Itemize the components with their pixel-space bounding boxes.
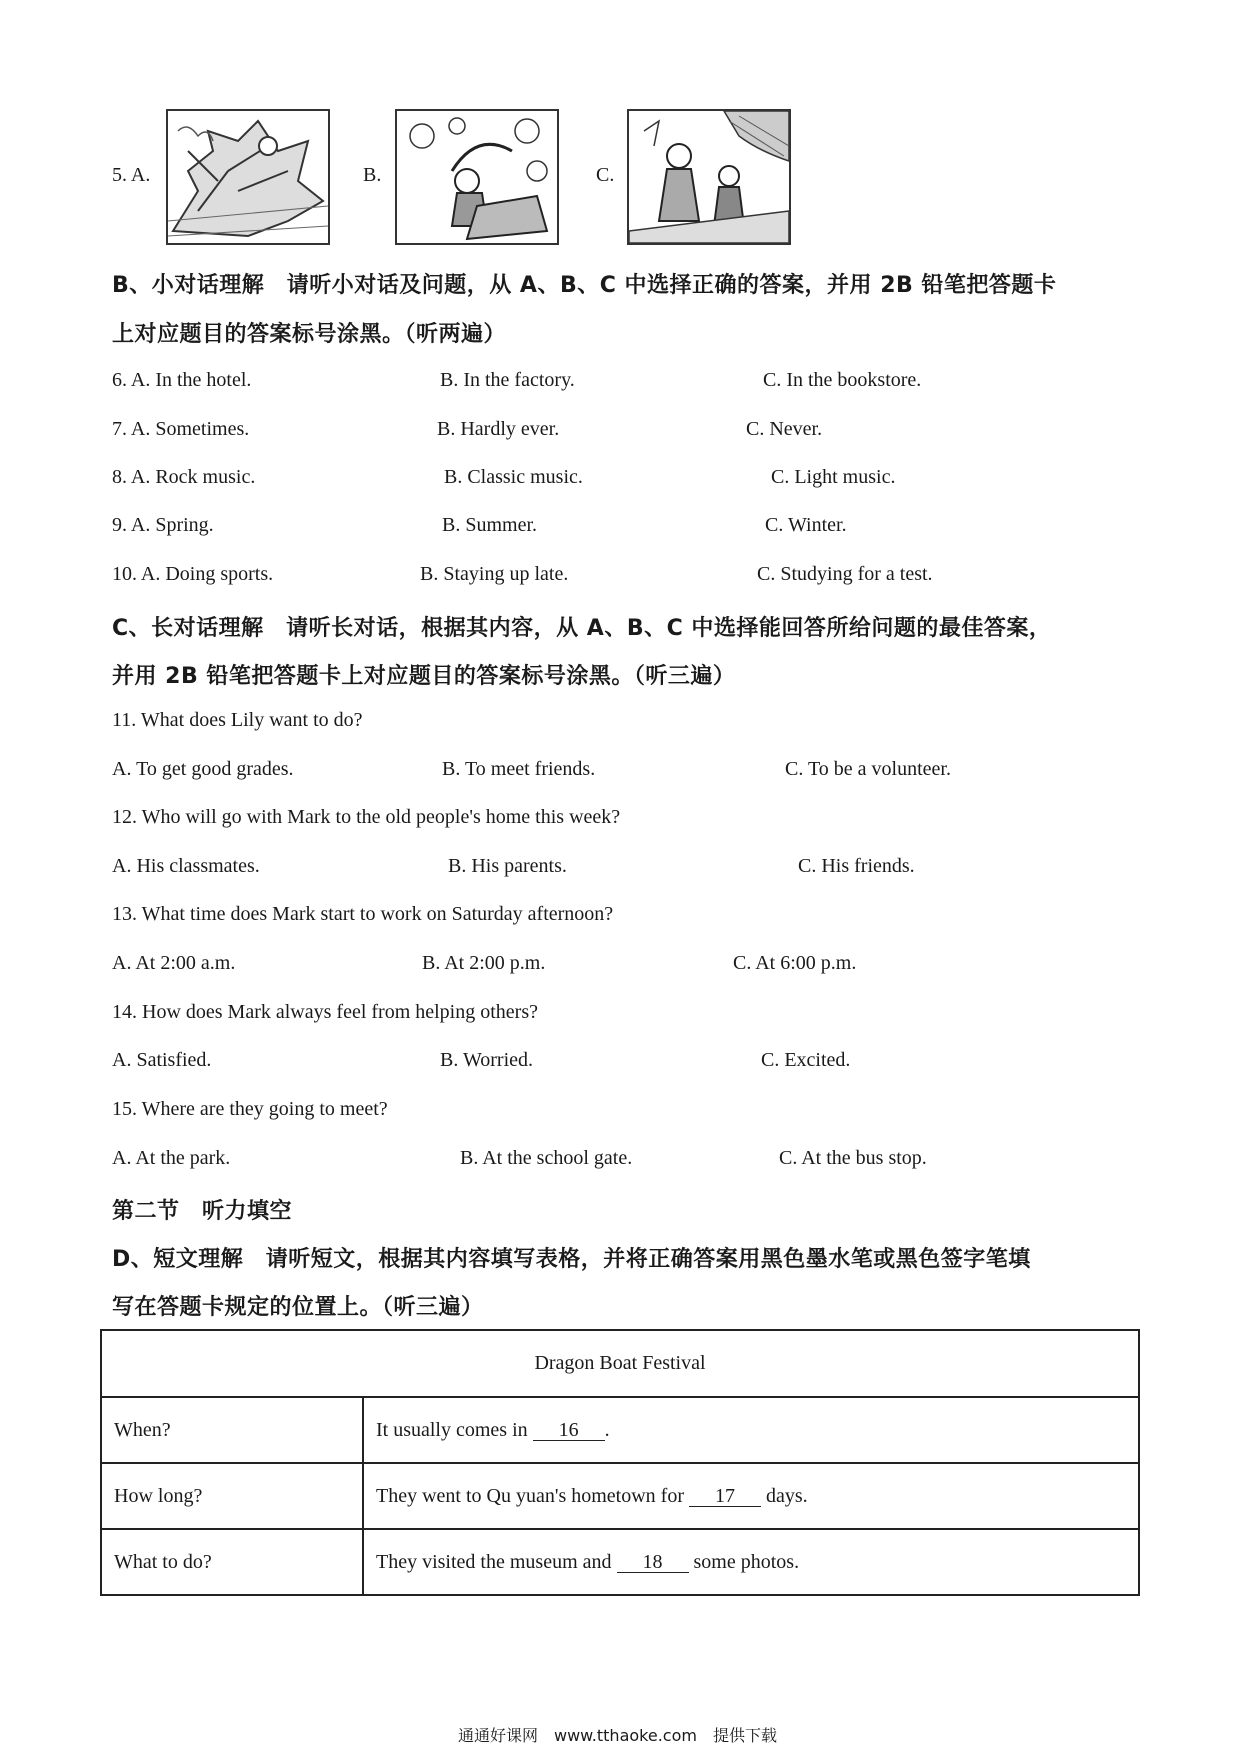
q7-option-b: B. Hardly ever.	[437, 418, 560, 440]
table-row-content	[363, 1529, 1139, 1595]
q14-question: 14. How does Mark always feel from helping others?	[112, 1001, 538, 1023]
table-row-content	[363, 1463, 1139, 1529]
row-text-before: They went to Qu yuan's hometown for	[376, 1484, 684, 1507]
q15-option-b: B. At the school gate.	[460, 1147, 633, 1169]
row-text-after: days.	[766, 1484, 808, 1507]
q11-option-a: A. To get good grades.	[112, 758, 294, 780]
q7-option-c: C. Never.	[746, 418, 823, 440]
q10-option-b: B. Staying up late.	[420, 563, 569, 585]
blank-18[interactable]: 18	[617, 1552, 689, 1573]
q5-illustration-b-icon	[397, 111, 557, 243]
q14-option-a: A. Satisfied.	[112, 1049, 212, 1071]
q8-option-b: B. Classic music.	[444, 466, 583, 488]
table-row-content	[363, 1397, 1139, 1463]
section-d-instructions-line1: D、短文理解 请听短文，根据其内容填写表格，并将正确答案用黑色墨水笔或黑色签字笔填	[112, 1247, 1031, 1272]
q8-option-c: C. Light music.	[771, 466, 896, 488]
q11-option-b: B. To meet friends.	[442, 758, 596, 780]
q9-option-c: C. Winter.	[765, 514, 847, 536]
q6-option-b: B. In the factory.	[440, 369, 575, 391]
q10-option-c: C. Studying for a test.	[757, 563, 933, 585]
q5-option-a-label: 5. A.	[112, 164, 151, 186]
q13-option-b: B. At 2:00 p.m.	[422, 952, 546, 974]
q14-option-c: C. Excited.	[761, 1049, 851, 1071]
q5-illustration-c-icon	[629, 111, 789, 243]
blank-16[interactable]: 16	[533, 1420, 605, 1441]
row-text-after: some photos.	[693, 1550, 800, 1573]
section-c-instructions-line2: 并用 2B 铅笔把答题卡上对应题目的答案标号涂黑。（听三遍）	[112, 664, 736, 689]
table-title: Dragon Boat Festival	[101, 1330, 1139, 1397]
q5-image-a	[166, 109, 330, 245]
section-d-instructions-line2: 写在答题卡规定的位置上。（听三遍）	[112, 1295, 484, 1320]
q13-question: 13. What time does Mark start to work on Saturday afternoon?	[112, 903, 614, 925]
blank-17[interactable]: 17	[689, 1486, 761, 1507]
q9-option-b: B. Summer.	[442, 514, 538, 536]
section-b-instructions-line2: 上对应题目的答案标号涂黑。（听两遍）	[112, 322, 507, 347]
q11-option-c: C. To be a volunteer.	[785, 758, 951, 780]
row-text-after: .	[604, 1418, 610, 1441]
q5-image-c	[627, 109, 791, 245]
q6-option-a: 6. A. In the hotel.	[112, 369, 252, 391]
footer-watermark: 通通好课网 www.tthaoke.com 提供下载	[458, 1726, 777, 1745]
q10-option-a: 10. A. Doing sports.	[112, 563, 274, 585]
q14-option-b: B. Worried.	[440, 1049, 534, 1071]
q12-question: 12. Who will go with Mark to the old people's home this week?	[112, 806, 621, 828]
q6-option-c: C. In the bookstore.	[763, 369, 922, 391]
q13-option-c: C. At 6:00 p.m.	[733, 952, 857, 974]
table-row	[101, 1463, 1139, 1529]
q12-option-b: B. His parents.	[448, 855, 567, 877]
q8-option-a: 8. A. Rock music.	[112, 466, 256, 488]
section-b-instructions-line1: B、小对话理解 请听小对话及问题，从 A、B、C 中选择正确的答案，并用 2B 铅笔把答题卡	[112, 273, 1057, 298]
answer-table	[100, 1329, 1140, 1596]
q13-option-a: A. At 2:00 a.m.	[112, 952, 236, 974]
table-row-label: What to do?	[101, 1529, 363, 1595]
q12-option-c: C. His friends.	[798, 855, 915, 877]
section-c-instructions-line1: C、长对话理解 请听长对话，根据其内容，从 A、B、C 中选择能回答所给问题的最佳答案，	[112, 616, 1052, 641]
q5-illustration-a-icon	[168, 111, 328, 243]
q9-option-a: 9. A. Spring.	[112, 514, 214, 536]
table-row	[101, 1529, 1139, 1595]
row-text-before: It usually comes in	[376, 1418, 528, 1441]
row-text-before: They visited the museum and	[376, 1550, 612, 1573]
q11-question: 11. What does Lily want to do?	[112, 709, 363, 731]
q5-option-b-label: B.	[363, 164, 382, 186]
part2-title: 第二节 听力填空	[112, 1199, 293, 1224]
table-row-label: How long?	[101, 1463, 363, 1529]
q12-option-a: A. His classmates.	[112, 855, 260, 877]
q15-option-c: C. At the bus stop.	[779, 1147, 927, 1169]
q5-image-b	[395, 109, 559, 245]
q5-option-c-label: C.	[596, 164, 615, 186]
q15-option-a: A. At the park.	[112, 1147, 231, 1169]
table-row-label: When?	[101, 1397, 363, 1463]
q7-option-a: 7. A. Sometimes.	[112, 418, 250, 440]
q15-question: 15. Where are they going to meet?	[112, 1098, 388, 1120]
table-row	[101, 1397, 1139, 1463]
